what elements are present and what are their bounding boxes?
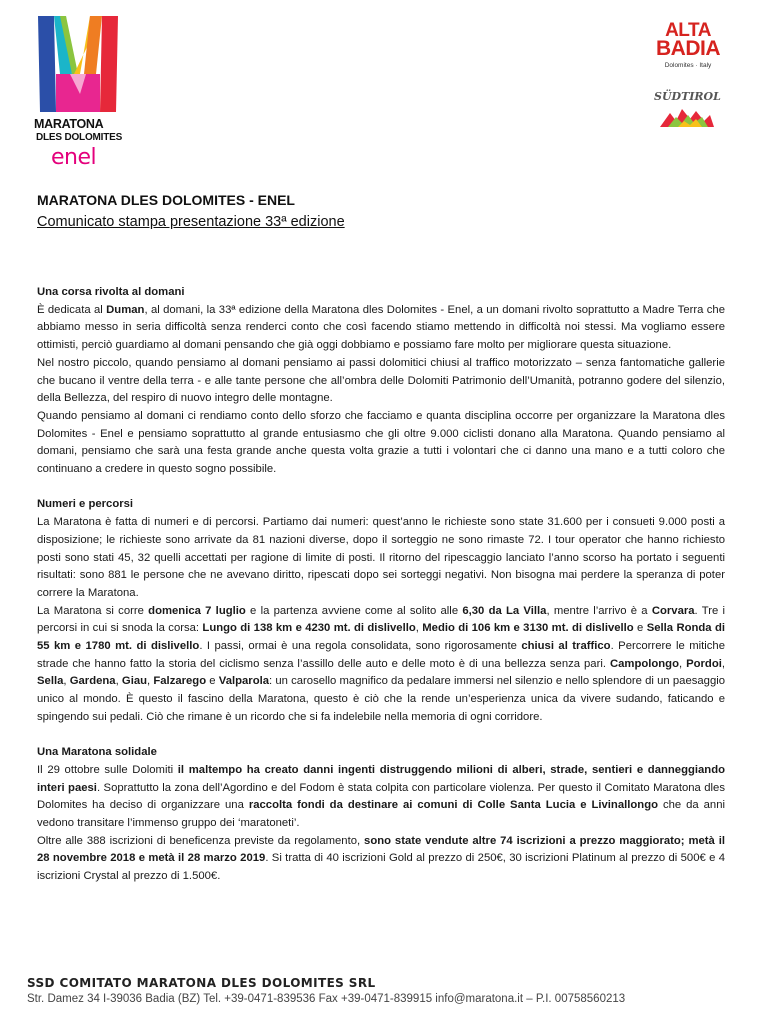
bold-text: Campolongo [609,657,679,670]
alta-badia-line2: BADIA [656,37,720,60]
paragraph: È dedicata al Duman, al domani, la 33ª edizione della Maratona dles Dolomites - Enel, a un domani rivolto soprattutto a Madre Terra che abbiamo messo in seria difficoltà senza renderci conto che così facendo stiamo mettendo in difficoltà noi stessi. Ma vogliamo essere ottimisti, perciò guardiamo al domani pensando che già oggi dobbiamo e possiamo fare molto per migliorare questa situazione. [37,303,725,352]
bold-text: Pordoi [686,657,722,670]
document-subtitle: Comunicato stampa presentazione 33ª edizione [37,214,345,230]
bold-text: il maltempo ha creato danni ingenti distruggendo milioni di alberi, strade, sentieri e danneggiando interi paesi [37,763,726,794]
alta-badia-logo [652,22,724,78]
section-maratona-solidale [37,744,725,886]
bold-text: Medio di 106 km e 3130 mt. di dislivello [422,622,634,635]
section-numeri-percorsi [37,496,725,726]
section-heading: Una corsa rivolta al domani [37,286,185,298]
bold-text: Corvara [651,604,695,617]
paragraph: Il 29 ottobre sulle Dolomiti il maltempo ha creato danni ingenti distruggendo milioni di alberi, strade, sentieri e danneggiando interi paesi. Soprattutto la zona dell’Agordino e del Fodom è stata colpita con particolare violenza. Per questo il Comitato Maratona dles Dolomites ha deciso di organizzare una raccolta fondi da destinare ai comuni di Colle Santa Lucia e Livinallongo che da anni vedono transitare l’immenso gruppo dei ‘maratoneti’. [37,763,726,830]
enel-logo: enel [51,145,97,170]
alta-badia-line1: ALTA [665,20,711,41]
paragraph: La Maratona si corre domenica 7 luglio e la partenza avviene come al solito alle 6,30 da La Villa, mentre l’arrivo è a Corvara. Tre i percorsi in cui si snoda la corsa: Lungo di 138 km e 4230 mt. di dislivello, Medio di 106 km e 3130 mt. di dislivello e Sella Ronda di 55 km e 1780 mt. di dislivello. I passi, ormai è una regola consolidata, sono rigorosamente chiusi al traffico. Percorrere le mitiche strade che hanno fatto la storia del ciclismo senza l’assillo delle auto e delle moto è di una bellezza senza pari. Campolongo, Pordoi, Sella, Gardena, Giau, Falzarego e Valparola: un carosello magnifico da pedalare immersi nel silenzio e nello splendore di un paesaggio unico al mondo. È questo il fascino della Maratona, questo è ciò che la rende un’esperienza unica da vivere sudando, faticando e spingendo sui pedali. Ciò che rimane è un ricordo che si fa indelebile nella memoria di ogni corridore. [37,604,726,723]
bold-text: sono state vendute altre 74 iscrizioni a prezzo maggiorato; metà il 28 novembre 2018 e metà il 28 marzo 2019 [37,834,725,865]
paragraph: Oltre alle 388 iscrizioni di beneficenza previste da regolamento, sono state vendute altre 74 iscrizioni a prezzo maggiorato; metà il 28 novembre 2018 e metà il 28 marzo 2019. Si tratta di 40 iscrizioni Gold al prezzo di 250€, 30 iscrizioni Platinum al prezzo di 500€ e 4 iscrizioni Crystal al prezzo di 1.500€. [37,834,726,883]
section-heading: Una Maratona solidale [37,746,157,759]
company-address: Str. Damez 34 I-39036 Badia (BZ) Tel. +39-0471-839536 Fax +39-0471-839915 info@maratona.it – P.I. 00758560213 [27,993,626,1005]
bold-text: Sella [37,675,64,688]
dles-dolomites-wordmark: DLES DOLOMITES [36,132,123,143]
section-heading: Numeri e percorsi [37,498,134,511]
alta-badia-subtitle: Dolomites · Italy [664,62,712,69]
paragraph: Quando pensiamo al domani ci rendiamo conto dello sforzo che facciamo e quanta disciplina occorre per organizzare la Maratona dles Dolomites - Enel e pensiamo soprattutto al grande entusiasmo che gli oltre 9.000 ciclisti donano alla Maratona. Quando pensiamo al domani, pensiamo che sarà una festa grande anche questa volta grazie a tutti i volontari che ci danno una mano e a tutti coloro che continuano a credere in questo sogno possibile. [37,409,725,476]
maratona-logo [34,14,124,170]
bold-text: Gardena [69,675,116,688]
maratona-wordmark: MARATONA [34,117,104,131]
bold-text: raccolta fondi da destinare ai comuni di Colle Santa Lucia e Livinallongo [248,799,658,812]
paragraph: La Maratona è fatta di numeri e di percorsi. Partiamo dai numeri: quest’anno le richieste sono state 31.600 per i consueti 9.000 posti a disposizione; le richieste sono arrivate da 81 nazioni diverse, dopo il sorteggio ne sono rimaste 72. I tour operator che hanno richiesto posti sono stati 45, 32 quelli accettati per ragione di limite di posti. Il ritorno del ripescaggio lanciato l’anno scorso ha portato i seguenti risultati: sono 881 le persone che ne avevano diritto, ripescati dopo sei sorteggi negativi. Non bisogna mai perdere la speranza di poter correre la Maratona. [37,516,725,599]
bold-text: domenica 7 luglio [148,604,246,617]
bold-text: 6,30 da La Villa [462,604,547,617]
bold-text: Lungo di 138 km e 4230 mt. di dislivello [202,622,416,635]
bold-text: Falzarego [153,675,207,688]
company-name: SSD COMITATO MARATONA DLES DOLOMITES SRL [27,976,376,990]
bold-text: Giau [121,675,148,688]
mountains-icon [658,105,716,129]
paragraph: Nel nostro piccolo, quando pensiamo al domani pensiamo ai passi dolomitici chiusi al traffico motorizzato – senza fantomatiche gallerie che bucano il ventre della terra - e alle tante persone che all’ombra delle Dolomiti Patrimonio dell’Umanità, potranno godere del silenzio, della Bellezza, del respiro di nuovo integro delle montagne. [37,356,725,405]
bold-text: Duman [106,303,145,316]
letterhead-footer [27,976,747,1005]
sudtirol-logo [654,90,720,136]
maratona-m-logo-icon [36,14,120,114]
sudtirol-wordmark: SÜDTIROL [654,90,721,103]
document-title: MARATONA DLES DOLOMITES - ENEL [37,192,295,208]
document-body [37,284,725,886]
bold-text: Sella Ronda di 55 km e 1780 mt. di dislivello [37,622,725,653]
bold-text: chiusi al traffico [521,640,611,653]
section-una-corsa [37,284,725,479]
bold-text: Valparola [218,675,270,688]
